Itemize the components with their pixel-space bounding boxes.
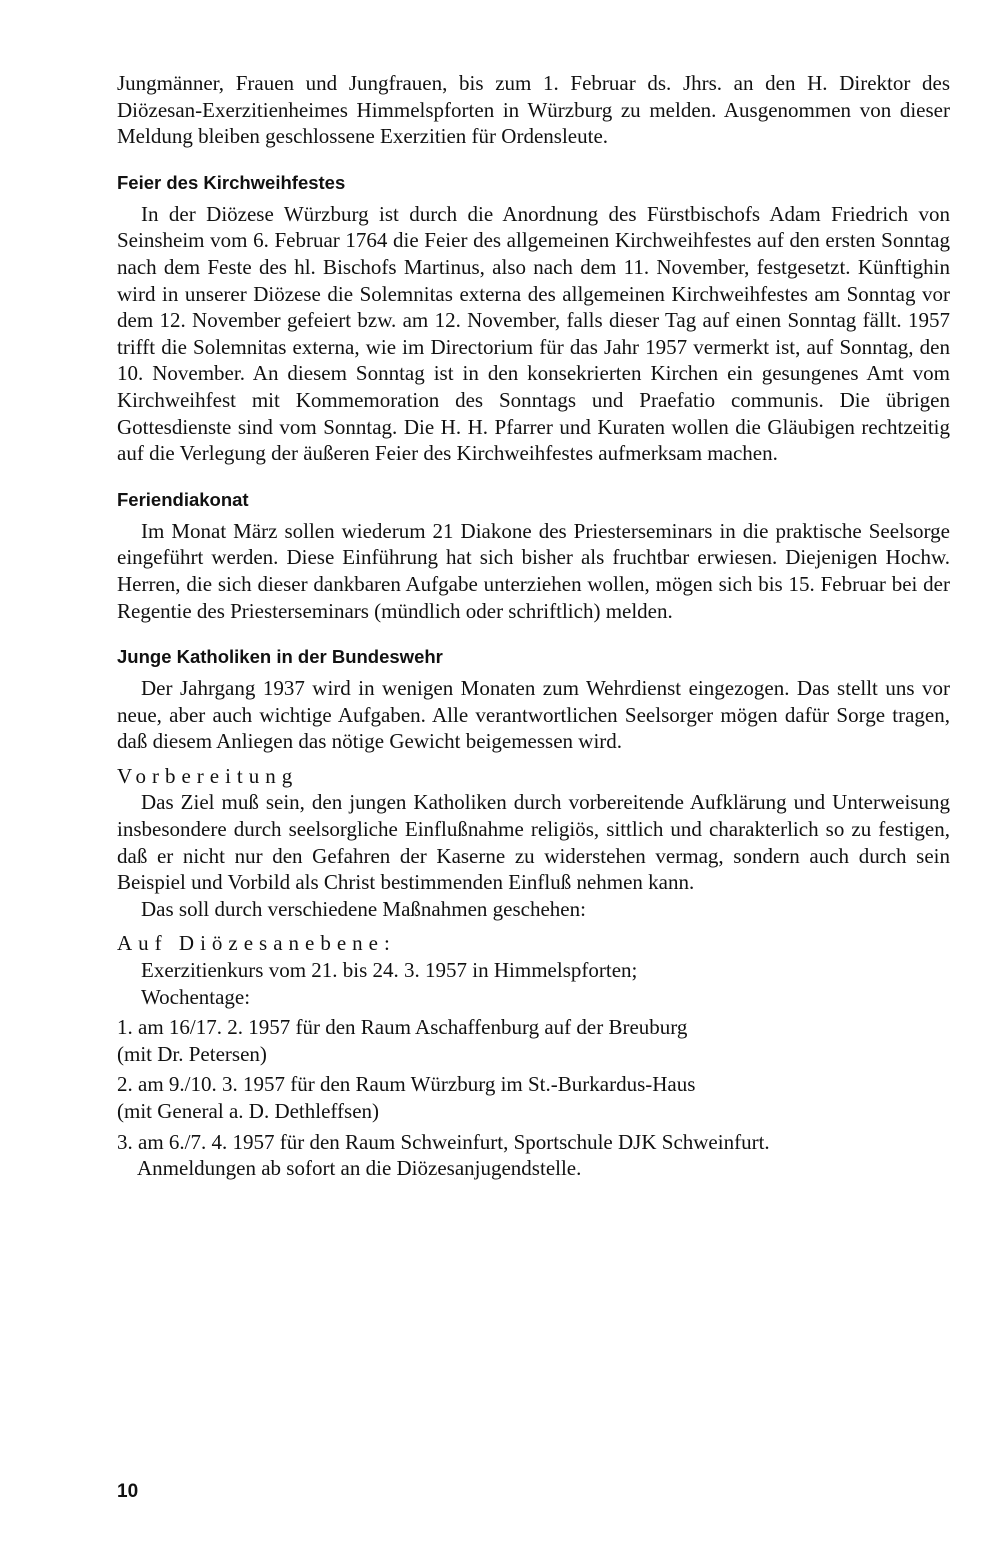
list-item-line: Anmeldungen ab sofort an die Diözesanjugendstelle.	[137, 1156, 582, 1181]
list-item-line: 3. am 6./7. 4. 1957 für den Raum Schweinfurt, Sportschule DJK Schweinfurt.	[117, 1129, 770, 1154]
page-content	[117, 70, 950, 1182]
list-item	[117, 1071, 950, 1124]
list-item-line: 2. am 9./10. 3. 1957 für den Raum Würzburg im St.-Burkardus-Haus	[117, 1072, 696, 1097]
kirchweihfest-paragraph: In der Diözese Würzburg ist durch die Anordnung des Fürstbischofs Adam Friedrich von Seinsheim vom 6. Februar 1764 die Feier des allgemeinen Kirchweihfestes auf den ersten Sonntag nach dem Feste des hl. Bischofs Martinus, also nach dem 11. November, festgesetzt. Künftighin wird in unserer Diözese die Solemnitas externa des allgemeinen Kirchweihfestes am Sonntag vor dem 12. November gefeiert bzw. am 12. November, falls dieser Tag auf einen Sonntag fällt. 1957 trifft die Solemnitas externa, wie im Directorium für das Jahr 1957 vermerkt ist, auf Sonntag, den 10. November. An diesem Sonntag ist in den konsekrierten Kirchen ein gesungenes Amt vom Kirchweihfest mit Kommemoration des Sonntags und Praefatio communis. Die übrigen Gottesdienste sind vom Sonntag. Die H. H. Pfarrer und Kuraten wollen die Gläubigen rechtzeitig auf die Verlegung der äußeren Feier des Kirchweihfestes aufmerksam machen.	[117, 201, 950, 466]
list-item-line: (mit General a. D. Dethleffsen)	[117, 1099, 380, 1123]
exerzitienkurs-line: Exerzitienkurs vom 21. bis 24. 3. 1957 in Himmelspforten;	[141, 958, 638, 983]
heading-kirchweihfest: Feier des Kirchweihfestes	[117, 171, 346, 193]
page-number: 10	[117, 1481, 139, 1502]
wochentage-line: Wochentage:	[141, 984, 251, 1009]
list-item	[117, 1129, 950, 1182]
heading-feriendiakonat: Feriendiakonat	[117, 488, 249, 510]
subheading-vorbereitung: Vorbereitung	[117, 763, 299, 788]
bundeswehr-paragraph: Der Jahrgang 1937 wird in wenigen Monaten zum Wehrdienst eingezogen. Das stellt uns vor neue, aber auch wichtige Aufgaben. Alle verantwortlichen Seelsorger mögen dafür Sorge tragen, daß diesem Anliegen das nötige Gewicht beigemessen wird.	[117, 676, 950, 754]
vorbereitung-paragraph: Das Ziel muß sein, den jungen Katholiken durch vorbereitende Aufklärung und Unterweisung insbesondere durch seelsorgliche Einflußnahme religiös, sittlich und charakterlich so zu festigen, daß er nicht nur den Gefahren der Kaserne zu widerstehen vermag, sondern auch durch sein Beispiel und Vorbild als Christ bestimmenden Einfluß nehmen kann.	[117, 790, 950, 895]
heading-bundeswehr: Junge Katholiken in der Bundeswehr	[117, 646, 443, 668]
feriendiakonat-paragraph: Im Monat März sollen wiederum 21 Diakone des Priesterseminars in die praktische Seelsorge eingeführt werden. Diese Einführung hat sich bisher als fruchtbar erwiesen. Diejenigen Hochw. Herren, die sich dieser dankbaren Aufgabe unterziehen wollen, mögen sich bis 15. Februar bei der Regentie des Priesterseminars (mündlich oder schriftlich) melden.	[117, 518, 950, 623]
list-item-line: (mit Dr. Petersen)	[117, 1041, 267, 1066]
list-item-line: 1. am 16/17. 2. 1957 für den Raum Aschaffenburg auf der Breuburg	[117, 1015, 688, 1040]
subheading-dioezesanebene: Auf Diözesanebene:	[117, 931, 396, 956]
massnahmen-line: Das soll durch verschiedene Maßnahmen geschehen:	[141, 896, 586, 921]
list-item	[117, 1014, 950, 1067]
intro-paragraph: Jungmänner, Frauen und Jungfrauen, bis zum 1. Februar ds. Jhrs. an den H. Direktor des Diözesan-Exerzitienheimes Himmelspforten in Würzburg zu melden. Ausgenommen von dieser Meldung bleiben geschlossene Exerzitien für Ordensleute.	[117, 71, 950, 149]
